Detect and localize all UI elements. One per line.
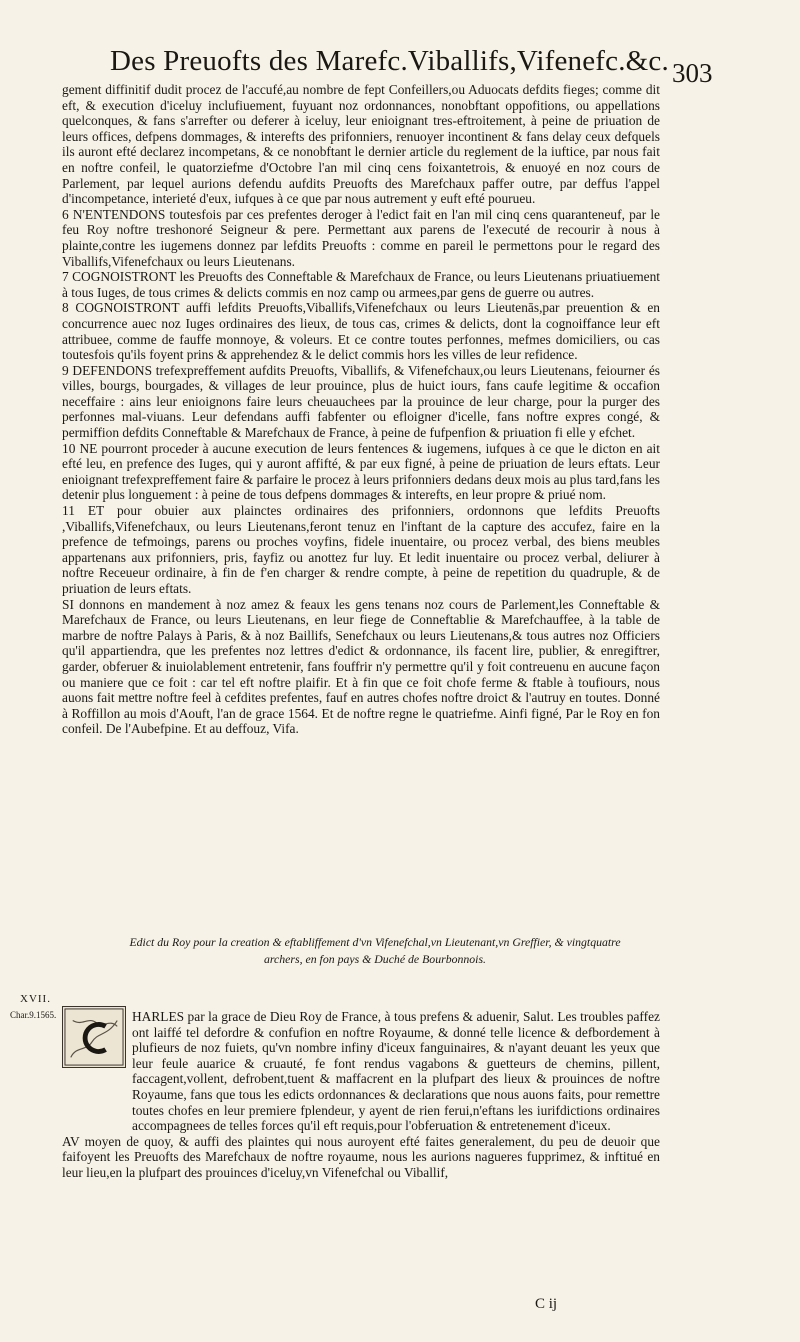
body-text-top: [62, 82, 660, 737]
signature-mark: C ij: [535, 1296, 558, 1312]
paragraph: 9 DEFENDONS trefexpreffement aufdits Preuofts, Viballifs, & Vifenefchaux,ou leurs Lieutenans, feiourner és villes, bourgs, bourgades, & villages de leur prouince, plus de huict iours, fans caufe legitime & occafion neceffaire : ains leur enioignons faire leurs cheuauchees par la prouince de leur charge, pour la purger des perfonnes mal-viuans. Leur defendans auffi fabfenter ou efloigner d'icelle, fans noftre expres congé, & permiffion defdits Conneftable & Marefchaux de France, à peine de fufpenfion & priuation fi elle y efchet.: [62, 362, 660, 441]
paragraph: 7 COGNOISTRONT les Preuofts des Conneftable & Marefchaux de France, ou leurs Lieutenans priuatiuement à tous Iuges, de tous crimes & delicts commis en noz camp ou armees,par gens de guerre ou autres.: [62, 269, 660, 300]
paragraph: gement diffinitif dudit procez de l'accufé,au nombre de fept Confeillers,ou Aduocats defdits fieges; comme dit eft, & execution d'iceluy inclufiuement, fuyuant noz ordonnances, nonobftant oppofitions, ou appellations quelconques, & fans s'arrefter ou deferer à iceluy, leur enioignant tres-eftroitement, à peine de priuation de leurs offices, defpens dommages, & interefts des prifonniers, renuoyer incontinent & fans delay ceux defquels ils auront efté declarez incompetans, & ce nonobftant le dernier article du reglement de la iuftice, par nous fait en noftre confeil, le quatorziefme d'Octobre l'an mil cinq cens foixantetrois, & enuoyé en noz cours de Parlement, par lequel aurions defendu aufdits Preuofts des Marefchaux paffer outre, par deffus l'appel d'incompetance, interieté d'eux, iufques à ce que par nous autrement y euft efté pourueu.: [62, 82, 660, 207]
paragraph: 10 NE pourront proceder à aucune execution de leurs fentences & iugemens, iufques à ce que le dicton en ait efté leu, en prefence des Iuges, qui y auront affifté, & par eux figné, à peine de priuation de leurs eftats. Leur enioignant trefexpreffement faire & parfaire le procez à leurs prifonniers dedans deux mois au plus tard,fans les detenir plus longuement : à peine de tous defpens dommages & interefts, en leur propre & priué nom.: [62, 440, 661, 503]
paragraph: 6 N'ENTENDONS toutesfois par ces prefentes deroger à l'edict fait en l'an mil cinq cens quaranteneuf, par le feu Roy noftre treshonoré Seigneur & pere. Permettant aux parens de l'executé de recourir à nous à plainte,contre les iugemens donnez par lefdits Preuofts : comme en pareil le permettons pour le regard des Viballifs,Vifenefchaux ou leurs Lieutenans.: [62, 206, 660, 269]
paragraph: SI donnons en mandement à noz amez & feaux les gens tenans noz cours de Parlement,les Conneftable & Marefchaux de France, ou leurs Lieutenans, en leur fiege de Conneftablie & Marefchauffee, à la table de marbre de noftre Palays à Paris, & à noz Baillifs, Senefchaux ou leurs Lieutenans,& tous autres noz Officiers qu'il appartiendra, que les prefentes noz lettres d'edict & ordonnance, ils facent lire, publier, & enregiftrer, garder, obferuer & inuiolablement entretenir, fans fouffrir n'y permettre qu'il y foit contreuenu en aucune façon ou maniere que ce foit : car tel eft noftre plaifir. Et à fin que ce foit chofe ferme & ftable à toufiours, nous auons fait mettre noftre feel à cefdites prefentes, fauf en autres chofes noftre droict & l'autruy en toutes. Donné à Roffillon au mois d'Aouft, l'an de grace 1564. Et de noftre regne le quatriefme. Ainfi figné, Par le Roy en fon confeil. De l'Aubefpine. Et au deffouz, Vifa.: [62, 596, 660, 737]
paragraph: AV moyen de quoy, & auffi des plaintes qui nous auroyent efté faites generalement, du peu de deuoir que faifoyent les Preuofts des Marefchaux de noftre royaume, nous les aurions nagueres fupprimez, & inftitué en leur lieu,en la plufpart des prouinces d'iceluy,vn Vifenefchal ou Viballif,: [62, 1133, 660, 1180]
ordinance-title: Edict du Roy pour la creation & eftabliffement d'vn Vifenefchal,vn Lieutenant,vn Greffier, & vingtquatre archers, en fon pays & Duché de Bourbonnois.: [129, 935, 621, 966]
paragraph: 8 COGNOISTRONT auffi lefdits Preuofts,Viballifs,Vifenefchaux ou leurs Lieutenās,par preuention & en concurrence auec noz Iuges ordinaires des lieux, de tous cas, crimes & delicts, dont la cognoiffance leur eft attribuee, comme de fauffe monnoye, & voleurs. Et ce contre toutes perfonnes, mefmes domiciliers, ou cas toutesfois qu'ils foyent prins & apprehendez & le delict commis hors les villes de leur refidence.: [62, 300, 660, 363]
margin-date: Char.9.1565.: [10, 1010, 57, 1020]
margin-number: XVII.: [20, 993, 51, 1005]
paragraph: HARLES par la grace de Dieu Roy de France, à tous prefens & aduenir, Salut. Les troubles paffez ont laiffé tel defordre & confufion en noftre Royaume, & donné telle licence & defbordement à plufieurs de noz fuiets, qu'vn nombre infiny d'iceux fanguinaires, & n'ayant deuant les yeux que leur feule auarice & cruauté, fe font rendus vagabons & guetteurs de chemins, pillent, faccagent,vollent, defrobent,tuent & maffacrent en la plufpart des lieux & prouinces de noftre Royaume, fans que tous les edicts ordonnances & declarations que nous auons faits, pour remettre toutes chofes en leur premiere fplendeur, y ayent de rien ferui,n'eftans les iurifdictions ordinaires accompagnees de telles forces qu'il eft requis,pour l'obferuation & entretenement d'iceux.: [132, 1009, 660, 1134]
running-head: Des Preuofts des Marefc.Viballifs,Vifenefc.&c.: [110, 45, 669, 77]
body-text-bottom: [62, 1009, 660, 1181]
paragraph: 11 ET pour obuier aux plainctes ordinaires des prifonniers, ordonnons que lefdits Preuofts ,Viballifs,Vifenefchaux, ou leurs Lieutenans,feront tenuz en l'inftant de la capture des accufez, faire en la prefence de tefmoings, parens ou proches voyfins, fidele inuentaire, ou procez verbal, des biens meubles appartenans aux prifonniers, pris, fayfiz ou anottez fur luy. Et ledit inuentaire ou procez verbal, deliurer à noftre Receueur ordinaire, à fin de f'en charger & rendre compte, à peine de repetition du quadruple, & de priuation de leurs eftats.: [62, 503, 660, 596]
page-number: 303: [672, 58, 713, 88]
